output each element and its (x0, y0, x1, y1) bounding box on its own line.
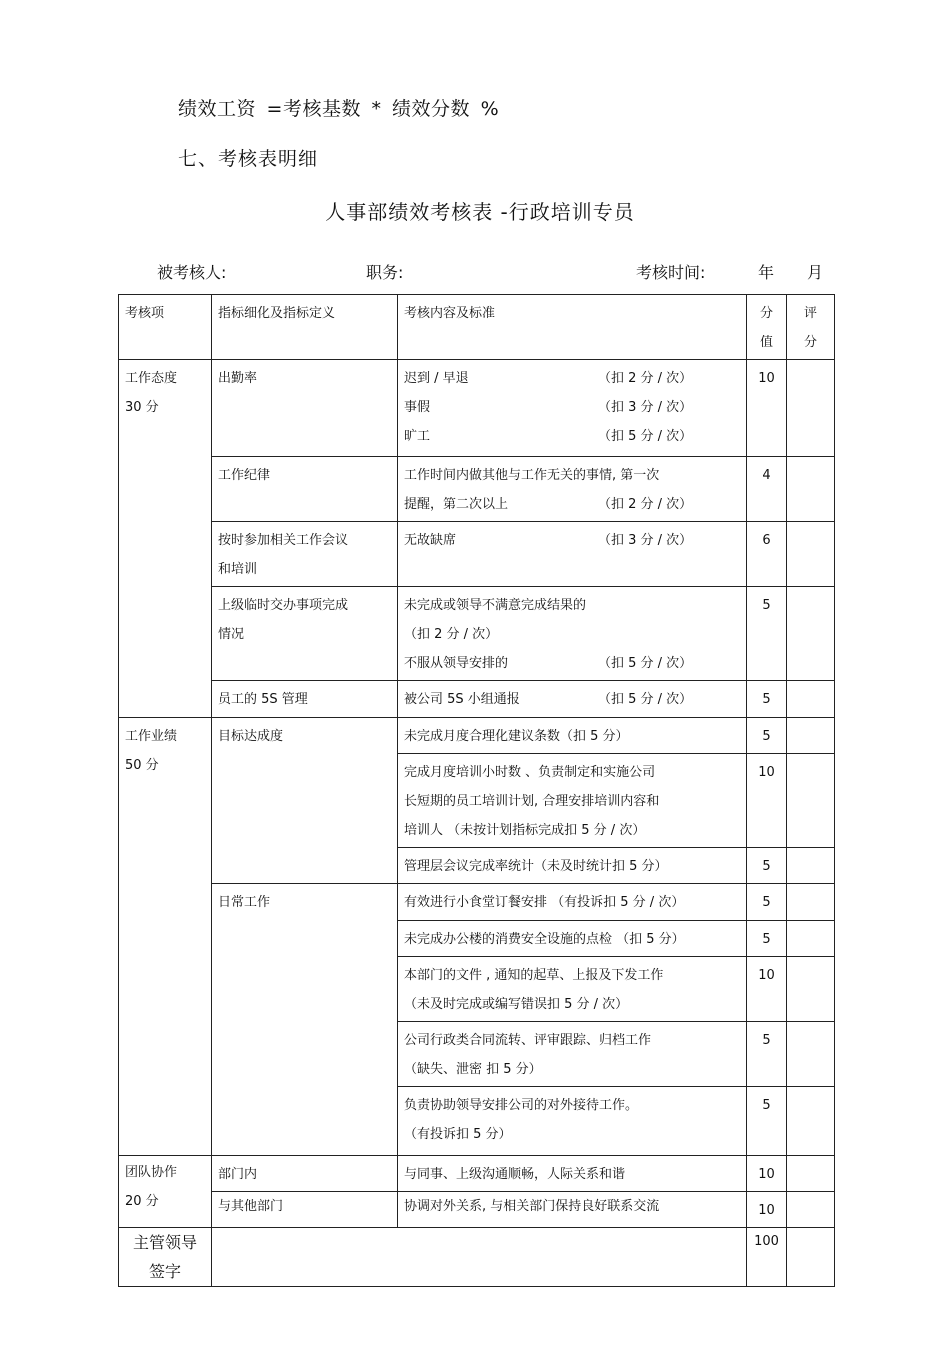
rating-cell[interactable] (787, 848, 835, 884)
rating-cell[interactable] (787, 457, 835, 522)
category-attitude: 工作态度 30 分 (119, 360, 212, 718)
assessee-label: 被考核人: (157, 263, 227, 282)
rating-cell[interactable] (787, 1022, 835, 1087)
indicator-external: 与其他部门 (212, 1192, 398, 1228)
score-cell: 4 (747, 457, 787, 522)
indicator-daily-work: 日常工作 (212, 884, 398, 1156)
content-discipline: 工作时间内做其他与工作无关的事情, 第一次 提醒，第二次以上 （扣 2 分 / 次） (398, 457, 747, 522)
score-cell: 5 (747, 1087, 787, 1156)
content-daily-4: 公司行政类合同流转、评审跟踪、归档工作 （缺失、泄密 扣 5 分） (398, 1022, 747, 1087)
indicator-target-achievement: 目标达成度 (212, 718, 398, 884)
signature-field[interactable] (212, 1228, 747, 1287)
content-5s: 被公司 5S 小组通报 （扣 5 分 / 次） (398, 681, 747, 718)
content-external: 协调对外关系, 与相关部门保持良好联系交流 (398, 1192, 747, 1228)
content-daily-2: 未完成办公楼的消费安全设施的点检 （扣 5 分） (398, 921, 747, 957)
rating-cell[interactable] (787, 1087, 835, 1156)
category-performance: 工作业绩 50 分 (119, 718, 212, 1156)
indicator-meetings: 按时参加相关工作会议 和培训 (212, 522, 398, 587)
score-cell: 10 (747, 1156, 787, 1192)
score-cell: 5 (747, 921, 787, 957)
score-cell: 6 (747, 522, 787, 587)
header-item: 考核项 (119, 295, 212, 360)
table-row (119, 884, 835, 921)
rating-cell[interactable] (787, 587, 835, 681)
assessment-time-label: 考核时间: (636, 263, 706, 282)
assessment-table (118, 294, 835, 1287)
header-content: 考核内容及标准 (398, 295, 747, 360)
rating-cell[interactable] (787, 884, 835, 921)
indicator-attendance: 出勤率 (212, 360, 398, 457)
indicator-internal: 部门内 (212, 1156, 398, 1192)
table-row (119, 681, 835, 718)
table-row (119, 1156, 835, 1192)
table-row (119, 718, 835, 754)
content-temporary-tasks: 未完成或领导不满意完成结果的 （扣 2 分 / 次） 不服从领导安排的 （扣 5 分 / 次） (398, 587, 747, 681)
header-indicator: 指标细化及指标定义 (212, 295, 398, 360)
score-cell: 10 (747, 754, 787, 848)
rating-cell[interactable] (787, 360, 835, 457)
table-header-row (119, 295, 835, 360)
score-cell: 5 (747, 681, 787, 718)
rating-cell[interactable] (787, 1156, 835, 1192)
year-label: 年 (758, 263, 775, 282)
table-row (119, 457, 835, 522)
table-row (119, 1192, 835, 1228)
score-cell: 5 (747, 587, 787, 681)
content-daily-5: 负责协助领导安排公司的对外接待工作。 （有投诉扣 5 分） (398, 1087, 747, 1156)
rating-cell[interactable] (787, 1192, 835, 1228)
total-score: 100 (747, 1228, 787, 1287)
table-row (119, 522, 835, 587)
header-score: 分 值 (747, 295, 787, 360)
indicator-temporary-tasks: 上级临时交办事项完成 情况 (212, 587, 398, 681)
section-heading: 七、考核表明细 (178, 148, 319, 170)
score-cell: 5 (747, 718, 787, 754)
score-cell: 5 (747, 1022, 787, 1087)
score-cell: 5 (747, 848, 787, 884)
table-row (119, 587, 835, 681)
indicator-discipline: 工作纪律 (212, 457, 398, 522)
content-target-1: 未完成月度合理化建议条数（扣 5 分） (398, 718, 747, 754)
content-daily-1: 有效进行小食堂订餐安排 （有投诉扣 5 分 / 次） (398, 884, 747, 921)
month-label: 月 (807, 263, 824, 282)
table-row (119, 360, 835, 457)
total-rating-cell[interactable] (787, 1228, 835, 1287)
score-cell: 10 (747, 360, 787, 457)
rating-cell[interactable] (787, 754, 835, 848)
content-target-3: 管理层会议完成率统计（未及时统计扣 5 分） (398, 848, 747, 884)
content-internal: 与同事、上级沟通顺畅，人际关系和谐 (398, 1156, 747, 1192)
table-title: 人事部绩效考核表 -行政培训专员 (325, 200, 635, 224)
score-cell: 10 (747, 1192, 787, 1228)
content-daily-3: 本部门的文件 , 通知的起草、上报及下发工作 （未及时完成或编写错误扣 5 分 / 次） (398, 957, 747, 1022)
score-cell: 10 (747, 957, 787, 1022)
content-target-2: 完成月度培训小时数 、负责制定和实施公司 长短期的员工培训计划, 合理安排培训内容和 培训人 （未按计划指标完成扣 5 分 / 次） (398, 754, 747, 848)
header-rating: 评 分 (787, 295, 835, 360)
rating-cell[interactable] (787, 957, 835, 1022)
rating-cell[interactable] (787, 718, 835, 754)
content-meetings: 无故缺席 （扣 3 分 / 次） (398, 522, 747, 587)
salary-formula: 绩效工资 =考核基数 * 绩效分数 % (178, 98, 500, 120)
rating-cell[interactable] (787, 921, 835, 957)
content-attendance: 迟到 / 早退 （扣 2 分 / 次） 事假 （扣 3 分 / 次） 旷工 （扣 5 分 / 次） (398, 360, 747, 457)
supervisor-signature-label: 主管领导 签字 (119, 1228, 212, 1287)
table-footer-row (119, 1228, 835, 1287)
category-team: 团队协作 20 分 (119, 1156, 212, 1228)
score-cell: 5 (747, 884, 787, 921)
rating-cell[interactable] (787, 681, 835, 718)
position-label: 职务: (366, 263, 404, 282)
rating-cell[interactable] (787, 522, 835, 587)
indicator-5s: 员工的 5S 管理 (212, 681, 398, 718)
